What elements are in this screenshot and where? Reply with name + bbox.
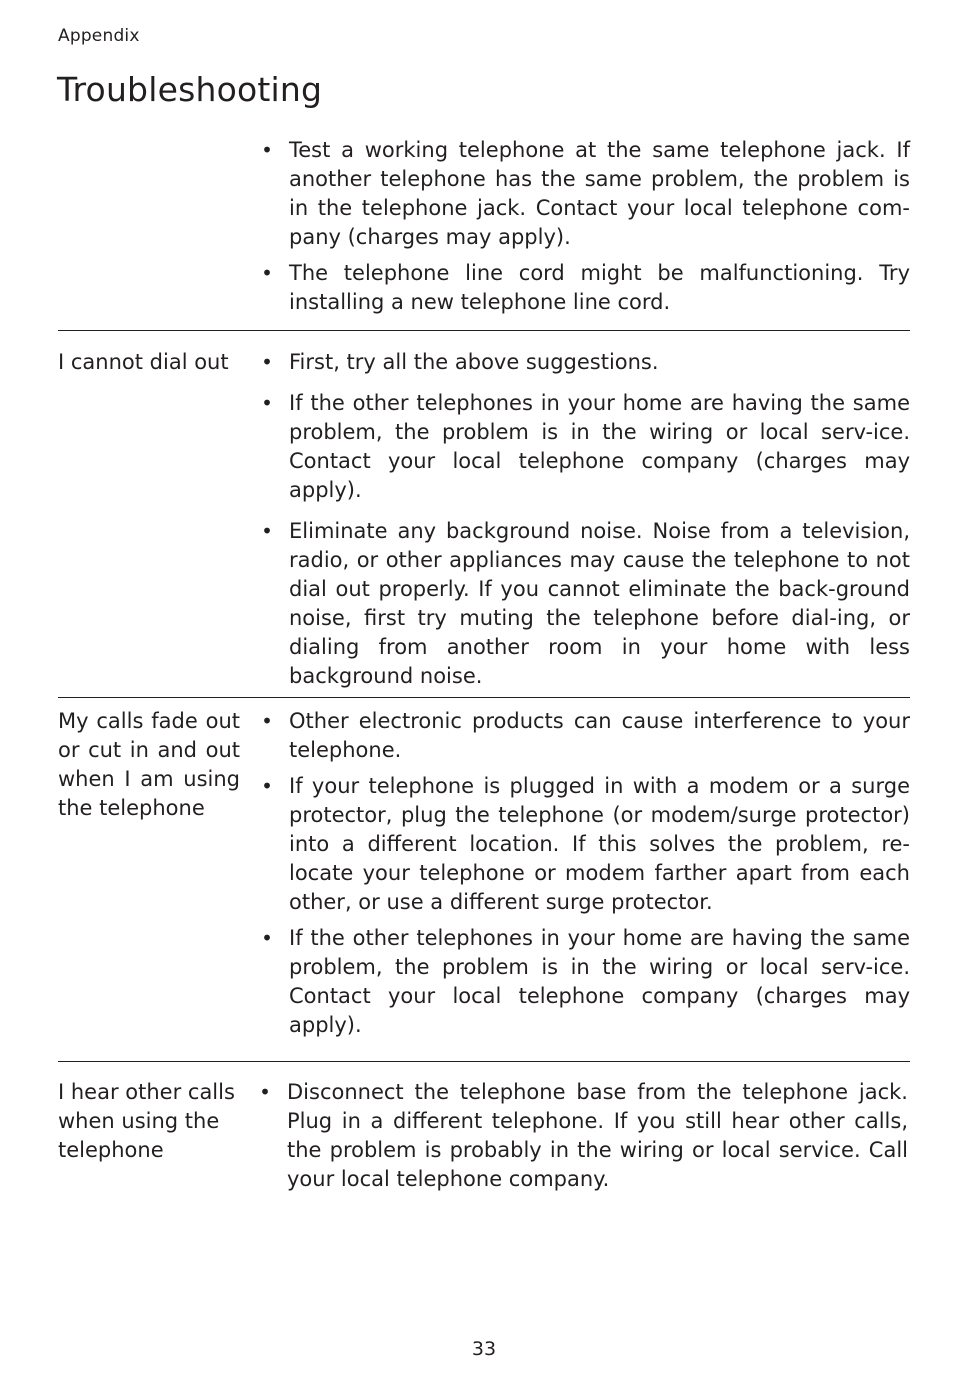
solution-item bbox=[260, 259, 910, 317]
bullet-icon: • bbox=[261, 774, 273, 798]
row-divider bbox=[58, 330, 910, 331]
solution-text: First, try all the above suggestions. bbox=[289, 350, 659, 374]
solution-text: If your telephone is plugged in with a modem or a surge protector, plug the telephone (or modem/surge protector) into a different location. If this solves the problem, re-locate your telephone or modem farther apart from each other, or use a different surge protector. bbox=[289, 774, 910, 914]
page-number: 33 bbox=[471, 1338, 497, 1360]
bullet-icon: • bbox=[261, 261, 273, 285]
solution-item bbox=[260, 517, 910, 691]
bullet-icon: • bbox=[261, 709, 273, 733]
bullet-icon: • bbox=[261, 138, 273, 162]
solution-text: Eliminate any background noise. Noise from a television, radio, or other appliances may cause the telephone to not dial out properly. If you cannot eliminate the back-ground noise, first try muting the telephone before dial-ing, or dialing from another room in your home with less background noise. bbox=[289, 519, 910, 688]
solution-item bbox=[258, 1078, 908, 1194]
section-label: Appendix bbox=[58, 26, 140, 46]
solution-item bbox=[260, 389, 910, 505]
solution-item bbox=[260, 136, 910, 252]
solution-item bbox=[260, 707, 910, 765]
solution-text: If the other telephones in your home are having the same problem, the problem is in the wiring or local serv-ice. Contact your local telephone company (charges may apply). bbox=[289, 391, 910, 502]
solution-text: Disconnect the telephone base from the telephone jack. Plug in a different telephone. If you still hear other calls, the problem is probably in the wiring or local service. Call your local telephone company. bbox=[287, 1080, 908, 1191]
solution-item bbox=[260, 924, 910, 1040]
problem-label: I cannot dial out bbox=[58, 350, 229, 374]
solution-list bbox=[260, 707, 910, 1047]
solution-list bbox=[260, 348, 910, 698]
page-title: Troubleshooting bbox=[57, 70, 323, 109]
bullet-icon: • bbox=[261, 926, 273, 950]
bullet-icon: • bbox=[261, 519, 273, 543]
solution-item bbox=[260, 772, 910, 917]
row-divider bbox=[58, 1061, 910, 1062]
solution-list bbox=[260, 136, 910, 324]
solution-text: The telephone line cord might be malfunctioning. Try installing a new telephone line cord. bbox=[289, 261, 910, 314]
solution-text: Test a working telephone at the same telephone jack. If another telephone has the same problem, the problem is in the telephone jack. Contact your local telephone com-pany (charges may apply). bbox=[289, 138, 910, 249]
problem-label: I hear other calls when using the telephone bbox=[58, 1080, 235, 1162]
solution-item bbox=[260, 348, 910, 377]
row-divider bbox=[58, 697, 910, 698]
solution-text: If the other telephones in your home are having the same problem, the problem is in the wiring or local serv-ice. Contact your local telephone company (charges may apply). bbox=[289, 926, 910, 1037]
solution-text: Other electronic products can cause interference to your telephone. bbox=[289, 709, 910, 762]
problem-label: My calls fade out or cut in and out when I am using the telephone bbox=[58, 709, 240, 820]
bullet-icon: • bbox=[259, 1080, 271, 1104]
bullet-icon: • bbox=[261, 391, 273, 415]
solution-list bbox=[258, 1078, 908, 1201]
bullet-icon: • bbox=[261, 350, 273, 374]
